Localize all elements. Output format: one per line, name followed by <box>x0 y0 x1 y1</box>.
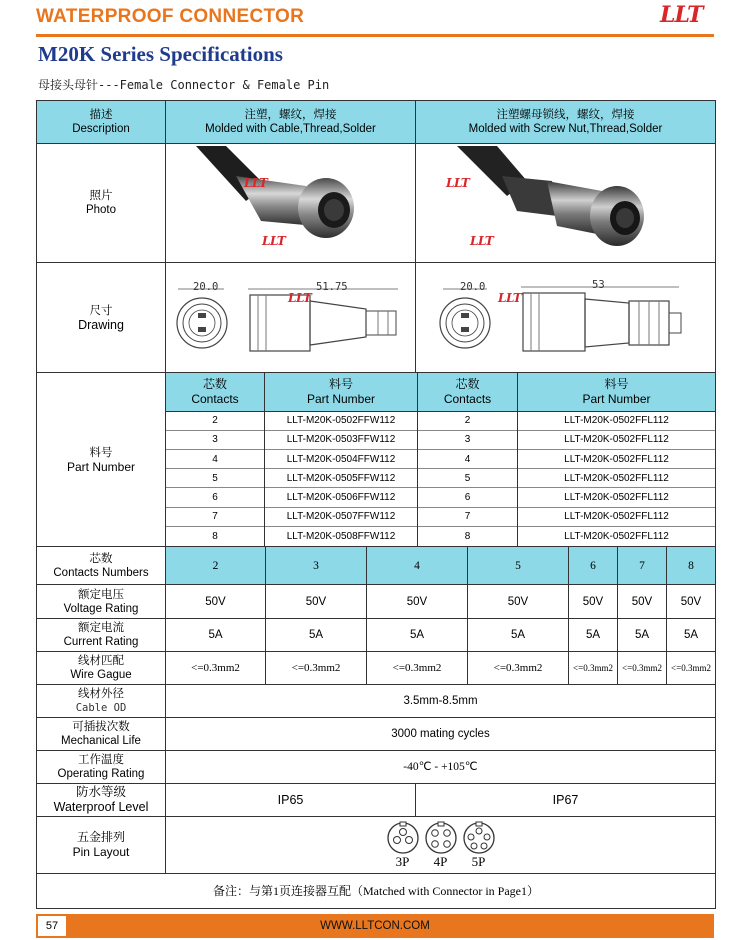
contacts-header: 芯数 Contacts <box>418 373 517 412</box>
part-number-header: 料号 Part Number <box>265 373 417 412</box>
part-number-cell: LLT-M20K-0504FFW112 <box>265 450 417 469</box>
wire-gauge-cell: <=0.3mm2 <box>671 663 711 673</box>
contacts-number-cell: 3 <box>266 547 367 584</box>
contacts-number-cell: 2 <box>166 547 266 584</box>
part-number-cell: LLT-M20K-0502FFL112 <box>518 508 715 527</box>
mechanical-life-row <box>37 718 715 751</box>
drawing-screw-nut <box>416 263 715 372</box>
part-number-label: 料号 Part Number <box>37 373 166 546</box>
wire-gauge-cell: <=0.3mm2 <box>266 652 367 684</box>
part-number-grid <box>166 373 715 546</box>
contacts-cell: 6 <box>166 488 264 507</box>
part-number-column-left <box>265 373 418 546</box>
dimension-length: 51.75 <box>316 281 348 293</box>
part-number-cell: LLT-M20K-0502FFL112 <box>518 469 715 488</box>
contacts-number-cell: 7 <box>618 547 667 584</box>
pin-layout-row <box>37 817 715 874</box>
current-cell: 5A <box>468 619 569 651</box>
cable-od-value: 3.5mm-8.5mm <box>403 695 478 707</box>
dimension-front: 20.0 <box>193 281 219 293</box>
pin-5p-icon <box>462 821 496 855</box>
current-label: 额定电流 Current Rating <box>37 619 166 651</box>
contacts-cell: 3 <box>166 431 264 450</box>
part-number-cell: LLT-M20K-0502FFL112 <box>564 530 669 542</box>
mechanical-life-label: 可插拔次数 Mechanical Life <box>37 718 166 750</box>
photo-watermark: LLT <box>446 176 470 190</box>
voltage-cell: 50V <box>266 585 367 618</box>
waterproof-row <box>37 784 715 817</box>
spec-table <box>36 100 716 909</box>
drawing-label: 尺寸 Drawing <box>37 263 166 372</box>
pin-layout-5p: 5P <box>462 821 496 869</box>
wire-gauge-row <box>37 652 715 685</box>
description-row <box>37 101 715 144</box>
header-rule <box>36 34 714 37</box>
drawing-row <box>37 263 715 373</box>
pin-3p-icon <box>386 821 420 855</box>
contacts-number-cell: 5 <box>468 547 569 584</box>
wire-gauge-cell: <=0.3mm2 <box>367 652 468 684</box>
pin-layout-4p: 4P <box>424 821 458 869</box>
contacts-cell: 2 <box>418 412 517 431</box>
waterproof-left: IP65 <box>166 784 416 816</box>
contacts-cell: 6 <box>418 488 517 507</box>
pin-4p-icon <box>424 821 458 855</box>
voltage-cell: 50V <box>166 585 266 618</box>
contacts-number-cell: 6 <box>569 547 618 584</box>
description-col2: 注塑螺母锁线，螺纹，焊接 Molded with Screw Nut,Thread,Solder <box>416 101 715 143</box>
part-number-row <box>37 373 715 547</box>
current-cell: 5A <box>683 629 699 641</box>
voltage-label: 额定电压 Voltage Rating <box>37 585 166 618</box>
wire-gauge-cell: <=0.3mm2 <box>569 652 618 684</box>
page-heading: M20K Series Specifications <box>38 42 283 66</box>
drawing-molded <box>166 263 416 372</box>
page-number: 57 <box>38 916 66 936</box>
note-row <box>37 874 715 908</box>
mechanical-life-value: 3000 mating cycles <box>391 728 490 740</box>
photo-watermark: LLT <box>262 234 286 248</box>
part-number-cell: LLT-M20K-0505FFW112 <box>265 469 417 488</box>
operating-temp-row <box>37 751 715 784</box>
contacts-cell: 4 <box>418 450 517 469</box>
contacts-column-right <box>418 373 518 546</box>
photo-row <box>37 144 715 263</box>
contacts-cell: 8 <box>464 530 471 542</box>
drawing-watermark: LLT <box>498 291 522 305</box>
contacts-cell: 7 <box>418 508 517 527</box>
part-number-column-right <box>518 373 715 546</box>
note-text: 备注：与第1页连接器互配（Matched with Connector in Page1） <box>213 884 539 898</box>
part-number-cell: LLT-M20K-0503FFW112 <box>265 431 417 450</box>
part-number-cell: LLT-M20K-0502FFL112 <box>518 412 715 431</box>
contacts-column-left <box>166 373 265 546</box>
brand-logo: LLT <box>660 2 703 28</box>
dimension-front: 20.0 <box>460 281 486 293</box>
voltage-row <box>37 585 715 619</box>
current-cell: 5A <box>569 619 618 651</box>
waterproof-label: 防水等级 Waterproof Level <box>37 784 166 816</box>
voltage-cell: 50V <box>618 585 667 618</box>
contacts-cell: 3 <box>418 431 517 450</box>
part-number-cell: LLT-M20K-0506FFW112 <box>265 488 417 507</box>
part-number-cell: LLT-M20K-0502FFL112 <box>518 431 715 450</box>
header-title: WATERPROOF CONNECTOR <box>36 6 305 27</box>
photo-molded-connector <box>166 144 416 262</box>
photo-screw-nut-connector <box>416 144 715 262</box>
contacts-numbers-row <box>37 547 715 585</box>
contacts-cell: 4 <box>166 450 264 469</box>
contacts-number-cell: 4 <box>367 547 468 584</box>
part-number-cell: LLT-M20K-0502FFW112 <box>265 412 417 431</box>
footer-bar <box>36 914 714 938</box>
current-cell: 5A <box>166 619 266 651</box>
contacts-numbers-label: 芯数 Contacts Numbers <box>37 547 166 584</box>
connector-photo-image <box>417 146 715 261</box>
voltage-cell: 50V <box>569 585 618 618</box>
page-subheading: 母接头母针---Female Connector & Female Pin <box>38 78 330 92</box>
dimension-length: 53 <box>592 279 605 291</box>
photo-watermark: LLT <box>470 234 494 248</box>
operating-temp-label: 工作温度 Operating Rating <box>37 751 166 783</box>
contacts-cell: 5 <box>418 469 517 488</box>
current-row <box>37 619 715 652</box>
connector-photo-image <box>166 146 416 261</box>
part-number-cell: LLT-M20K-0507FFW112 <box>265 508 417 527</box>
description-label: 描述 Description <box>37 101 166 143</box>
contacts-cell: 8 <box>212 530 218 542</box>
contacts-cell: 2 <box>166 412 264 431</box>
pin-layout-figure <box>166 817 715 873</box>
contacts-cell: 5 <box>166 469 264 488</box>
current-cell: 5A <box>266 619 367 651</box>
drawing-watermark: LLT <box>288 291 312 305</box>
waterproof-right: IP67 <box>552 793 579 807</box>
contacts-header: 芯数 Contacts <box>166 373 264 412</box>
photo-watermark: LLT <box>244 176 268 190</box>
part-number-header: 料号 Part Number <box>518 373 715 412</box>
voltage-cell: 50V <box>680 595 702 608</box>
pin-layout-3p: 3P <box>386 821 420 869</box>
wire-gauge-label: 线材匹配 Wire Gague <box>37 652 166 684</box>
current-cell: 5A <box>367 619 468 651</box>
operating-temp-value: -40℃ - +105℃ <box>403 761 478 773</box>
wire-gauge-cell: <=0.3mm2 <box>618 652 667 684</box>
part-number-cell: LLT-M20K-0508FFW112 <box>286 530 396 542</box>
website-url[interactable]: WWW.LLTCON.COM <box>320 920 430 932</box>
contacts-number-cell: 8 <box>667 547 715 584</box>
voltage-cell: 50V <box>367 585 468 618</box>
cable-od-label: 线材外径 Cable OD <box>37 685 166 717</box>
wire-gauge-cell: <=0.3mm2 <box>468 652 569 684</box>
part-number-cell: LLT-M20K-0502FFL112 <box>518 488 715 507</box>
wire-gauge-cell: <=0.3mm2 <box>166 652 266 684</box>
contacts-cell: 7 <box>166 508 264 527</box>
part-number-cell: LLT-M20K-0502FFL112 <box>518 450 715 469</box>
photo-label: 照片 Photo <box>37 144 166 262</box>
current-cell: 5A <box>618 619 667 651</box>
description-col1: 注塑，螺纹，焊接 Molded with Cable,Thread,Solder <box>166 101 416 143</box>
pin-layout-label: 五金排列 Pin Layout <box>37 817 166 873</box>
cable-od-row <box>37 685 715 718</box>
voltage-cell: 50V <box>468 585 569 618</box>
